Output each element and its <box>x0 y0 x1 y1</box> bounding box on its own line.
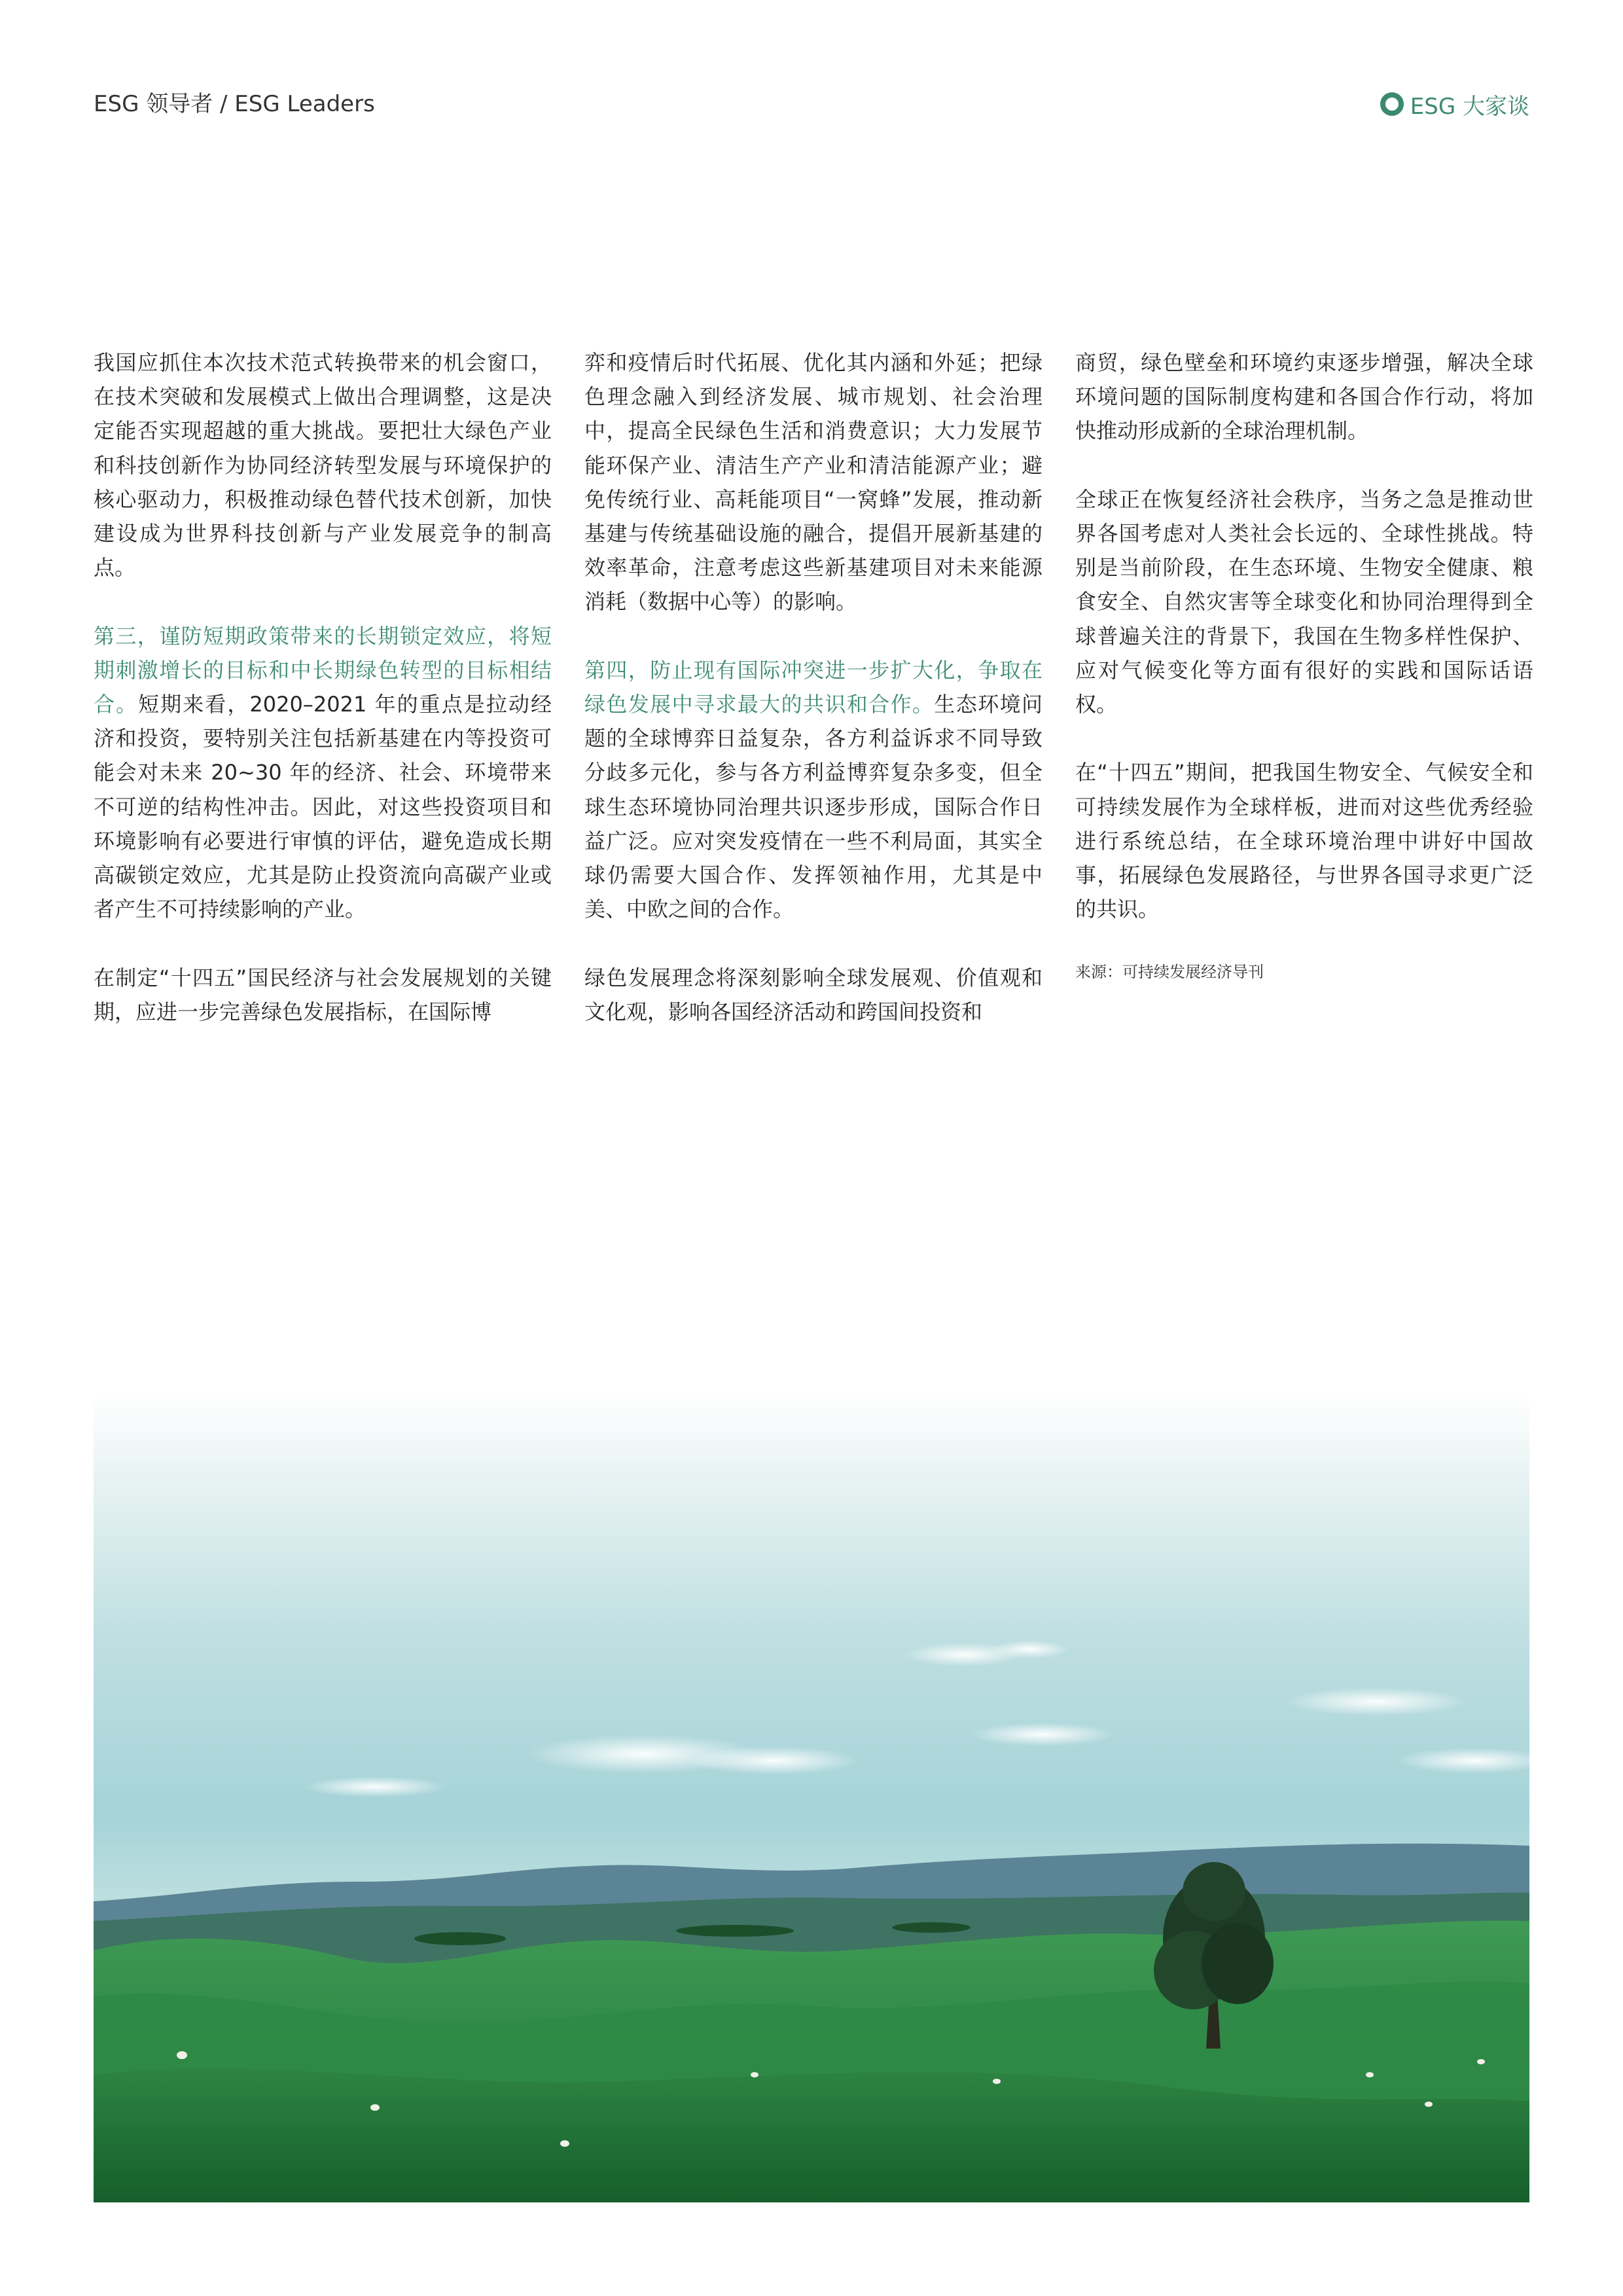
paragraph-body: 短期来看，2020–2021 年的重点是拉动经济和投资，要特别关注包括新基建在内等投资可能会对未来 20~30 年的经济、社会、环境带来不可逆的结构性冲击。因此，对这些投资项目和环境影响有必要进行审慎的评估，避免造成长期高碳锁定效应，尤其是防止投资流向高碳产业或者产生不可持续影响的产业。 <box>94 692 552 922</box>
paragraph-lead-highlight: 第四，防止现有国际冲突进一步扩大化，争取在绿色发展中寻求最大的共识和合作。 <box>584 657 1043 717</box>
text-column-3 <box>1075 346 1533 983</box>
header-section-label: ESG 领导者 / ESG Leaders <box>94 91 375 117</box>
paragraph: 弈和疫情后时代拓展、优化其内涵和外延；把绿色理念融入到经济发展、城市规划、社会治理中，提高全民绿色生活和消费意识；大力发展节能环保产业、清洁生产产业和清洁能源产业；避免传统行业、高耗能项目“一窝蜂”发展，推动新基建与传统基础设施的融合，提倡开展新基建的效率革命，注意考虑这些新基建项目对未来能源消耗（数据中心等）的影响。 <box>584 350 1043 615</box>
ring-icon <box>1380 92 1404 116</box>
paragraph-lead-highlight: 第三，谨防短期政策带来的长期锁定效应，将短期刺激增长的目标和中长期绿色转型的目标相结合。 <box>94 623 552 717</box>
text-column-1 <box>94 346 552 1063</box>
header-column-text: ESG 大家谈 <box>1410 93 1529 120</box>
landscape-photo <box>94 1394 1529 2202</box>
source-credit: 来源：可持续发展经济导刊 <box>1075 962 1264 981</box>
paragraph: 在“十四五”期间，把我国生物安全、气候安全和可持续发展作为全球样板，进而对这些优秀经验进行系统总结，在全球环境治理中讲好中国故事，拓展绿色发展路径，与世界各国寻求更广泛的共识。 <box>1075 760 1533 922</box>
paragraph: 商贸，绿色壁垒和环境约束逐步增强，解决全球环境问题的国际制度构建和各国合作行动，将加快推动形成新的全球治理机制。 <box>1075 350 1533 444</box>
header-column-label <box>1380 89 1529 119</box>
paragraph: 我国应抓住本次技术范式转换带来的机会窗口，在技术突破和发展模式上做出合理调整，这是决定能否实现超越的重大挑战。要把壮大绿色产业和科技创新作为协同经济转型发展与环境保护的核心驱动力，积极推动绿色替代技术创新，加快建设成为世界科技创新与产业发展竞争的制高点。 <box>94 350 552 581</box>
text-column-2 <box>584 346 1043 1063</box>
paragraph-with-lead <box>584 653 1043 927</box>
landscape-illustration <box>94 1394 1529 2202</box>
paragraph-body: 生态环境问题的全球博弈日益复杂，各方利益诉求不同导致分歧多元化，参与各方利益博弈复杂多变，但全球生态环境协同治理共识逐步形成，国际合作日益广泛。应对突发疫情在一些不利局面，其实全球仍需要大国合作、发挥领袖作用，尤其是中美、中欧之间的合作。 <box>584 692 1043 922</box>
paragraph: 在制定“十四五”国民经济与社会发展规划的关键期，应进一步完善绿色发展指标，在国际博 <box>94 965 552 1024</box>
paragraph: 全球正在恢复经济社会秩序，当务之急是推动世界各国考虑对人类社会长远的、全球性挑战。特别是当前阶段，在生态环境、生物安全健康、粮食安全、自然灾害等全球变化和协同治理得到全球普遍关注的背景下，我国在生物多样性保护、应对气候变化等方面有很好的实践和国际话语权。 <box>1075 486 1533 717</box>
paragraph: 绿色发展理念将深刻影响全球发展观、价值观和文化观，影响各国经济活动和跨国间投资和 <box>584 965 1043 1024</box>
paragraph-with-lead <box>94 619 552 927</box>
